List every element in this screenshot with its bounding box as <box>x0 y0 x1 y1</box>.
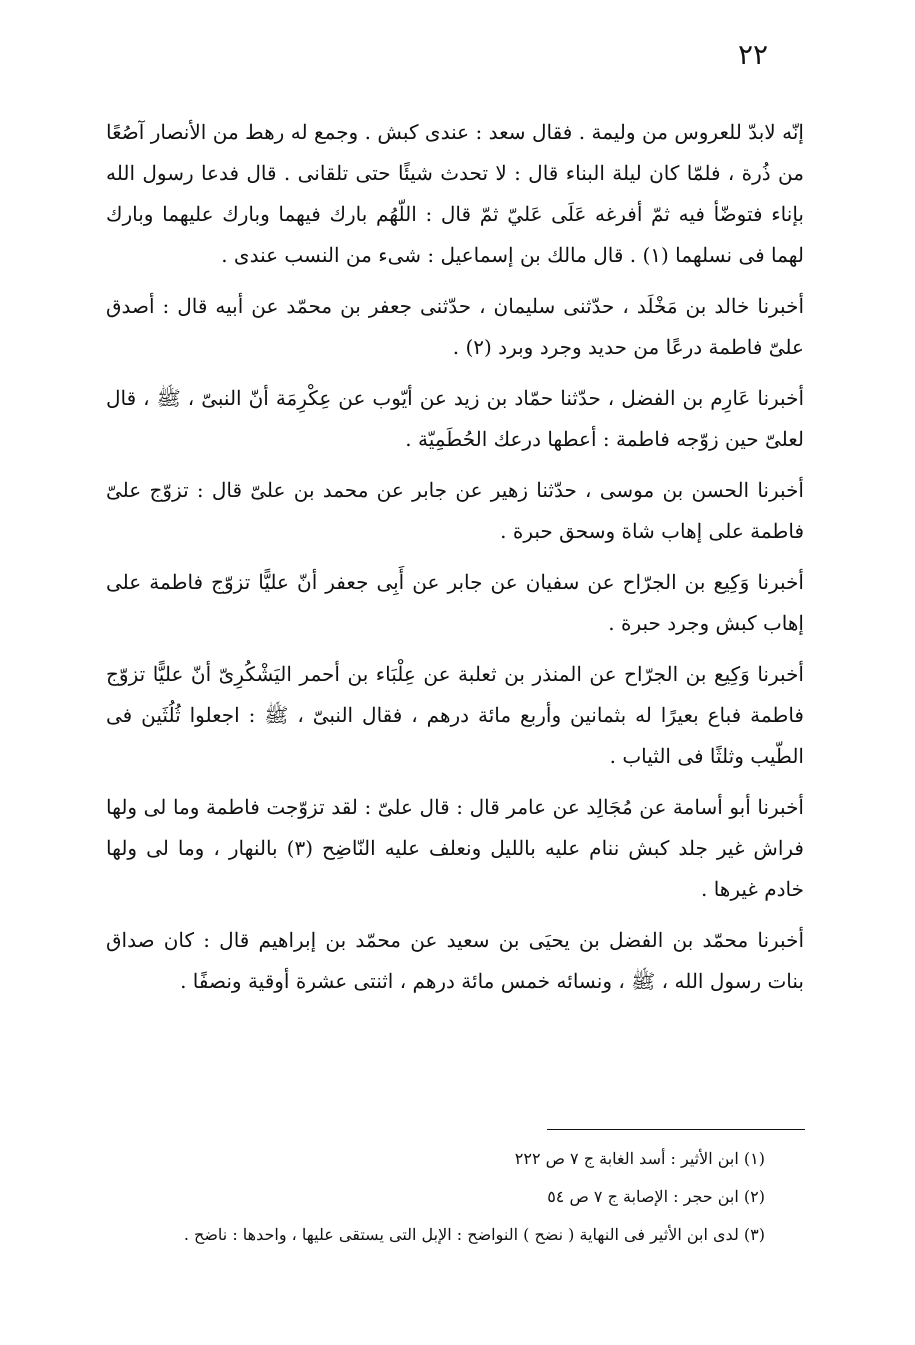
paragraph: أخبرنا وَكِيع بن الجرّاح عن سفيان عن جابر عن أَبِى جعفر أنّ عليًّا تزوّج فاطمة على إهاب كبش وجرد حبرة . <box>106 570 804 635</box>
footnote: (١) ابن الأثير : أسد الغابة ج ٧ ص ٢٢٢ <box>514 1149 765 1168</box>
footnote: (٣) لدى ابن الأثير فى النهاية ( نضح ) النواضح : الإبل التى يستقى عليها ، واحدها : ناضح . <box>183 1225 765 1244</box>
page-number: ٢٢ <box>738 38 769 71</box>
footnote: (٢) ابن حجر : الإصابة ج ٧ ص ٥٤ <box>547 1187 765 1206</box>
paragraph: أخبرنا محمّد بن الفضل بن يحيَى بن سعيد عن محمّد بن إبراهيم قال : كان صداق بنات رسول الله ، ﷺ ، ونسائه خمس مائة درهم ، اثنتى عشرة أوقية ونصفًا . <box>106 928 804 993</box>
paragraph: أخبرنا خالد بن مَخْلَد ، حدّثنى سليمان ، حدّثنى جعفر بن محمّد عن أبيه قال : أصدق علىّ فاطمة درعًا من حديد وجرد وبرد (٢) . <box>106 294 804 359</box>
paragraph: أخبرنا وَكِيع بن الجرّاح عن المنذر بن ثعلبة عن عِلْبَاء بن أحمر اليَشْكُرِىّ أنّ عليًّا تزوّج فاطمة فباع بعيرًا له بثمانين وأربع مائة درهم ، فقال النبىّ ، ﷺ : اجعلوا ثُلُثَين فى الطّيب وثلثًا فى الثياب . <box>106 662 804 768</box>
paragraph: أخبرنا أبو أسامة عن مُجَالِد عن عامر قال : قال علىّ : لقد تزوّجت فاطمة وما لى ولها فراش غير جلد كبش ننام عليه بالليل ونعلف عليه النّاضِح (٣) بالنهار ، وما لى ولها خادم غيرها . <box>106 795 804 901</box>
paragraph: أخبرنا الحسن بن موسى ، حدّثنا زهير عن جابر عن محمد بن علىّ قال : تزوّج علىّ فاطمة على إهاب شاة وسحق حبرة . <box>106 478 804 543</box>
paragraph: أخبرنا عَارِم بن الفضل ، حدّثنا حمّاد بن زيد عن أيّوب عن عِكْرِمَة أنّ النبىّ ، ﷺ ، قال لعلىّ حين زوّجه فاطمة : أعطها درعك الحُطَمِيّة . <box>106 386 804 451</box>
main-text <box>106 112 804 1012</box>
footnote-separator <box>547 1129 805 1130</box>
footnotes <box>106 1143 765 1257</box>
paragraph: إنّه لابدّ للعروس من وليمة . فقال سعد : عندى كبش . وجمع له رهط من الأنصار آصُعًا من ذُرة ، فلمّا كان ليلة البناء قال : لا تحدث شيئًا حتى تلقانى . قال فدعا رسول الله بإناء فتوضّأ فيه ثمّ أفرغه عَلَى عَليّ ثمّ قال : اللّهُم بارك فيهما وبارك عليهما وبارك لهما فى نسلهما (١) . قال مالك بن إسماعيل : شىء من النسب عندى . <box>106 120 804 267</box>
